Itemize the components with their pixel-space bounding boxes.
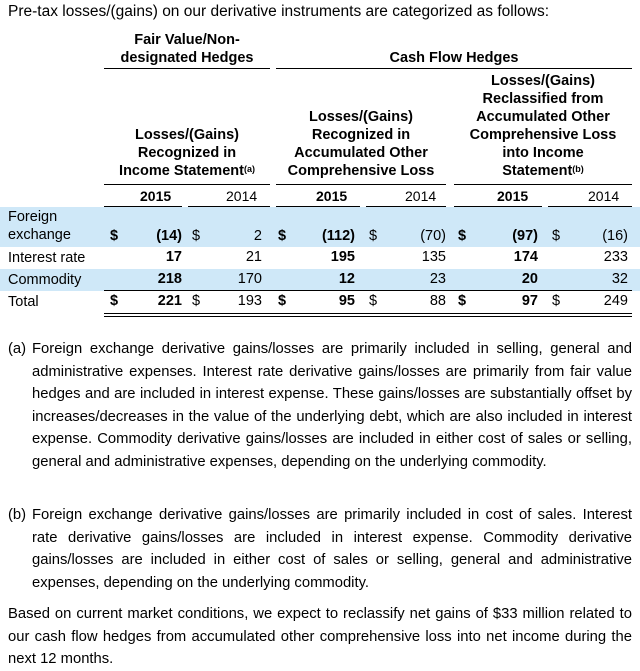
cell-co-c1-2014: 170	[237, 271, 262, 287]
cell-tot-c1-2015: 221	[157, 293, 182, 309]
cell-tot-c2-2015: 95	[338, 293, 355, 309]
cell-co-c1-2015: 218	[157, 271, 182, 287]
cell-tot-c1-2014: 193	[237, 293, 262, 309]
footnote-ref-b: (b)	[572, 164, 584, 174]
currency-symbol: $	[369, 228, 378, 244]
rule-total-double-2	[104, 316, 632, 317]
closing-paragraph: Based on current market conditions, we expect to reclassify net gains of $33 million related to our cash flow hedges from accumulated other comprehensive loss into net income during the next 12 months.	[8, 606, 632, 667]
footnote-b	[8, 504, 632, 594]
currency-symbol: $	[278, 293, 287, 309]
table-row-interest-rate	[0, 247, 640, 269]
col1-line3	[104, 162, 270, 180]
col3-line2: Reclassified from	[482, 91, 604, 107]
currency-symbol: $	[110, 228, 119, 244]
currency-symbol: $	[458, 228, 467, 244]
footnote-b-tag: (b)	[8, 507, 27, 523]
column-header-aoci-recognized	[276, 108, 446, 180]
cell-ir-c3-2014: 233	[603, 249, 628, 265]
table-row-foreign-exchange	[0, 207, 640, 247]
row-label-commodity: Commodity	[8, 272, 82, 288]
col1-line2: Recognized in	[137, 145, 237, 161]
cell-co-c3-2015: 20	[521, 271, 538, 287]
cell-co-c2-2015: 12	[338, 271, 355, 287]
table-row-total	[0, 291, 640, 313]
rule-cash-flow	[276, 68, 632, 69]
col3-line3: Accumulated Other	[476, 109, 610, 125]
col3-line5: into Income	[502, 145, 584, 161]
col1-line1: Losses/(Gains)	[135, 127, 239, 143]
group-header-fair-value	[104, 31, 270, 67]
col3-line4: Comprehensive Loss	[469, 127, 617, 143]
year-2015-col2: 2015	[316, 188, 348, 204]
rule-fair-value	[104, 68, 270, 69]
col2-line3: Accumulated Other	[294, 145, 428, 161]
col2-line4: Comprehensive Loss	[287, 163, 435, 179]
footnote-a-text: Foreign exchange derivative gains/losses are primarily included in selling, general and administrative expenses. Interest rate derivative gains/losses are primarily from fair value hedges and are included in interest expense. These gains/losses are substantially offset by increases/decreases in the value of the underlying debt, which are also included in interest expense. Commodity derivative gains/losses are included in either cost of sales or selling, general and administrative expenses, depending on the underlying commodity.	[32, 341, 632, 470]
intro-text: Pre-tax losses/(gains) on our derivative instruments are categorized as follows:	[8, 3, 550, 20]
row-label-total: Total	[8, 294, 39, 310]
cell-tot-c3-2014: 249	[603, 293, 628, 309]
col3-line6	[454, 162, 632, 180]
col3-line6-text: Statement	[502, 163, 573, 179]
column-header-income-statement	[104, 126, 270, 180]
group-header-cash-flow-label: Cash Flow Hedges	[389, 50, 519, 66]
cell-fx-c1-2015: (14)	[156, 228, 182, 244]
cell-tot-c3-2015: 97	[521, 293, 538, 309]
currency-symbol: $	[192, 293, 201, 309]
cell-fx-c3-2014: (16)	[602, 228, 628, 244]
footnote-ref-a: (a)	[243, 164, 255, 174]
currency-symbol: $	[192, 228, 201, 244]
footnote-a	[8, 338, 632, 473]
rule-col2	[276, 184, 446, 185]
row-label-foreign-exchange	[8, 208, 71, 244]
rule-total-double-1	[104, 313, 632, 314]
cell-ir-c3-2015: 174	[513, 249, 538, 265]
group-header-cash-flow	[276, 49, 632, 67]
cell-ir-c2-2015: 195	[330, 249, 355, 265]
col3-line1: Losses/(Gains)	[491, 73, 595, 89]
col2-line2: Recognized in	[311, 127, 411, 143]
year-2015-col3: 2015	[497, 188, 529, 204]
cell-tot-c2-2014: 88	[429, 293, 446, 309]
column-header-reclassified	[454, 72, 632, 180]
cell-fx-c3-2015: (97)	[512, 228, 538, 244]
currency-symbol: $	[369, 293, 378, 309]
cell-fx-c1-2014: 2	[253, 228, 262, 244]
cell-ir-c1-2015: 17	[165, 249, 182, 265]
group-header-fair-value-line1: Fair Value/Non-	[134, 32, 240, 48]
currency-symbol: $	[552, 228, 561, 244]
col2-line1: Losses/(Gains)	[309, 109, 413, 125]
rule-col3	[454, 184, 632, 185]
currency-symbol: $	[110, 293, 119, 309]
currency-symbol: $	[552, 293, 561, 309]
row-label-fx-line2: exchange	[8, 227, 71, 243]
cell-ir-c1-2014: 21	[245, 249, 262, 265]
cell-co-c3-2014: 32	[611, 271, 628, 287]
footnote-a-tag: (a)	[8, 341, 27, 357]
year-2014-col3: 2014	[588, 188, 620, 204]
cell-ir-c2-2014: 135	[421, 249, 446, 265]
currency-symbol: $	[458, 293, 467, 309]
cell-co-c2-2014: 23	[429, 271, 446, 287]
table-row-commodity	[0, 269, 640, 291]
cell-fx-c2-2014: (70)	[420, 228, 446, 244]
row-label-fx-line1: Foreign	[8, 209, 58, 225]
cell-fx-c2-2015: (112)	[321, 228, 355, 244]
rule-col1	[104, 184, 270, 185]
group-header-fair-value-line2: designated Hedges	[120, 50, 254, 66]
row-label-interest-rate: Interest rate	[8, 250, 86, 266]
currency-symbol: $	[278, 228, 287, 244]
footnote-b-text: Foreign exchange derivative gains/losses are primarily included in cost of sales. Interest rate derivative gains/losses are included in interest expense. Commodity derivative gains/losses are included in either cost of sales or selling, general and administrative expenses, depending on the underlying commodity.	[32, 507, 632, 591]
year-2014-col1: 2014	[226, 188, 258, 204]
year-2015-col1: 2015	[140, 188, 172, 204]
col1-line3-text: Income Statement	[119, 163, 244, 179]
year-2014-col2: 2014	[405, 188, 437, 204]
